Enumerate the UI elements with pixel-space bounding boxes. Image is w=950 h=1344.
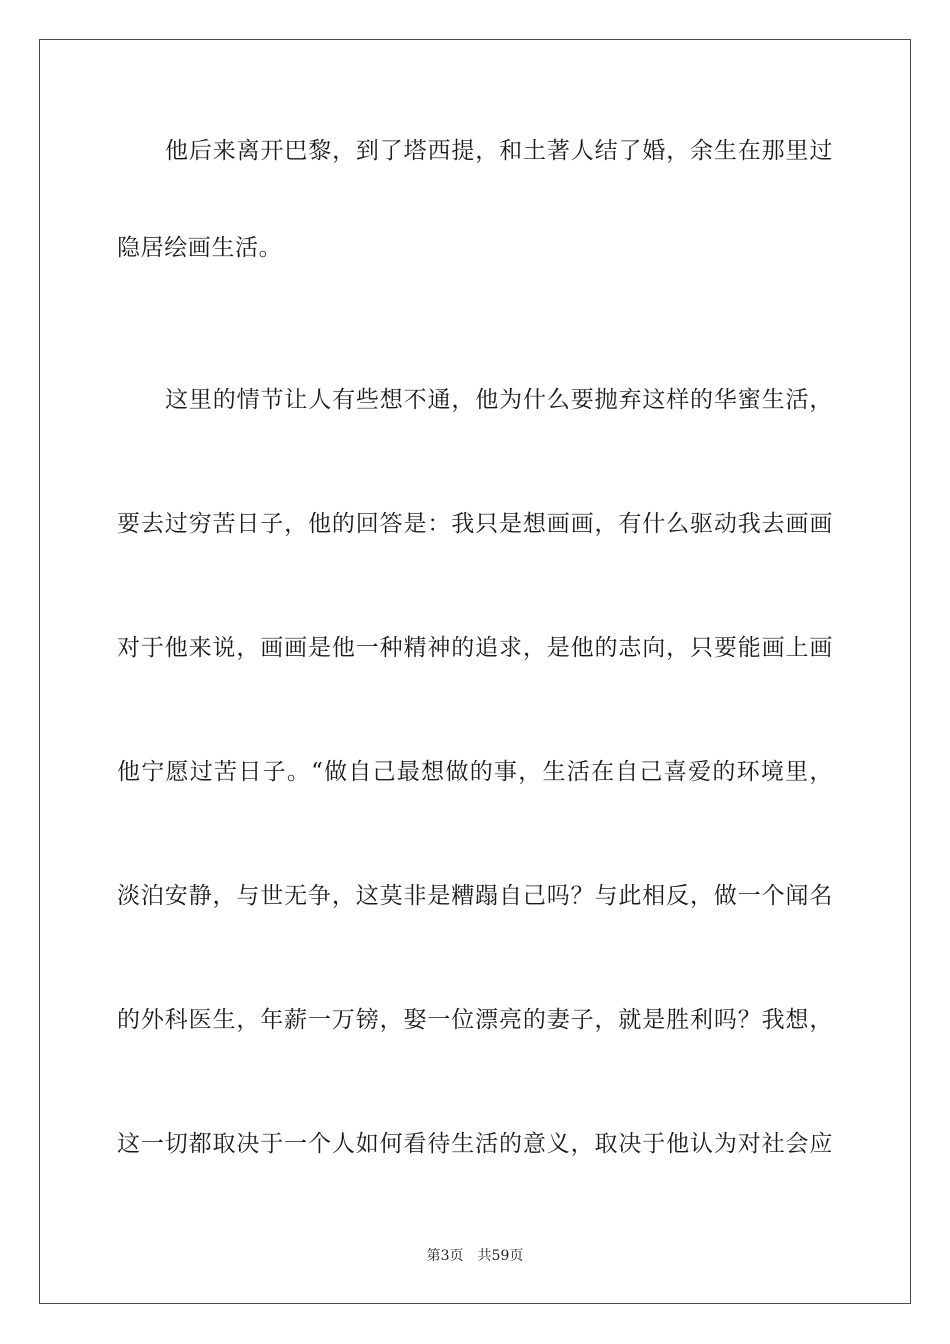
total-page-count: 共59页 [477, 1248, 524, 1264]
page-footer [0, 1247, 950, 1265]
paragraph-2-line-3: 对于他来说，画画是他一种精神的追求，是他的志向，只要能画上画 [117, 635, 833, 661]
paragraph-1-line-1: 他后来离开巴黎，到了塔西提，和土著人结了婚，余生在那里过 [165, 138, 833, 164]
paragraph-2-line-7: 这一切都取决于一个人如何看待生活的意义，取决于他认为对社会应 [117, 1131, 833, 1157]
page-border [39, 39, 911, 1304]
paragraph-1-line-2: 隐居绘画生活。 [117, 235, 283, 261]
current-page-number: 第3页 [426, 1248, 464, 1264]
paragraph-2-line-2: 要去过穷苦日子，他的回答是：我只是想画画，有什么驱动我去画画 [117, 511, 833, 537]
paragraph-2-line-4: 他宁愿过苦日子。“做自己最想做的事，生活在自己喜爱的环境里， [117, 759, 833, 785]
paragraph-2-line-1: 这里的情节让人有些想不通，他为什么要抛弃这样的华蜜生活， [165, 387, 833, 413]
paragraph-2-line-5: 淡泊安静，与世无争，这莫非是糟蹋自己吗？与此相反，做一个闻名 [117, 883, 833, 909]
paragraph-2-line-6: 的外科医生，年薪一万镑，娶一位漂亮的妻子，就是胜利吗？我想， [117, 1007, 833, 1033]
